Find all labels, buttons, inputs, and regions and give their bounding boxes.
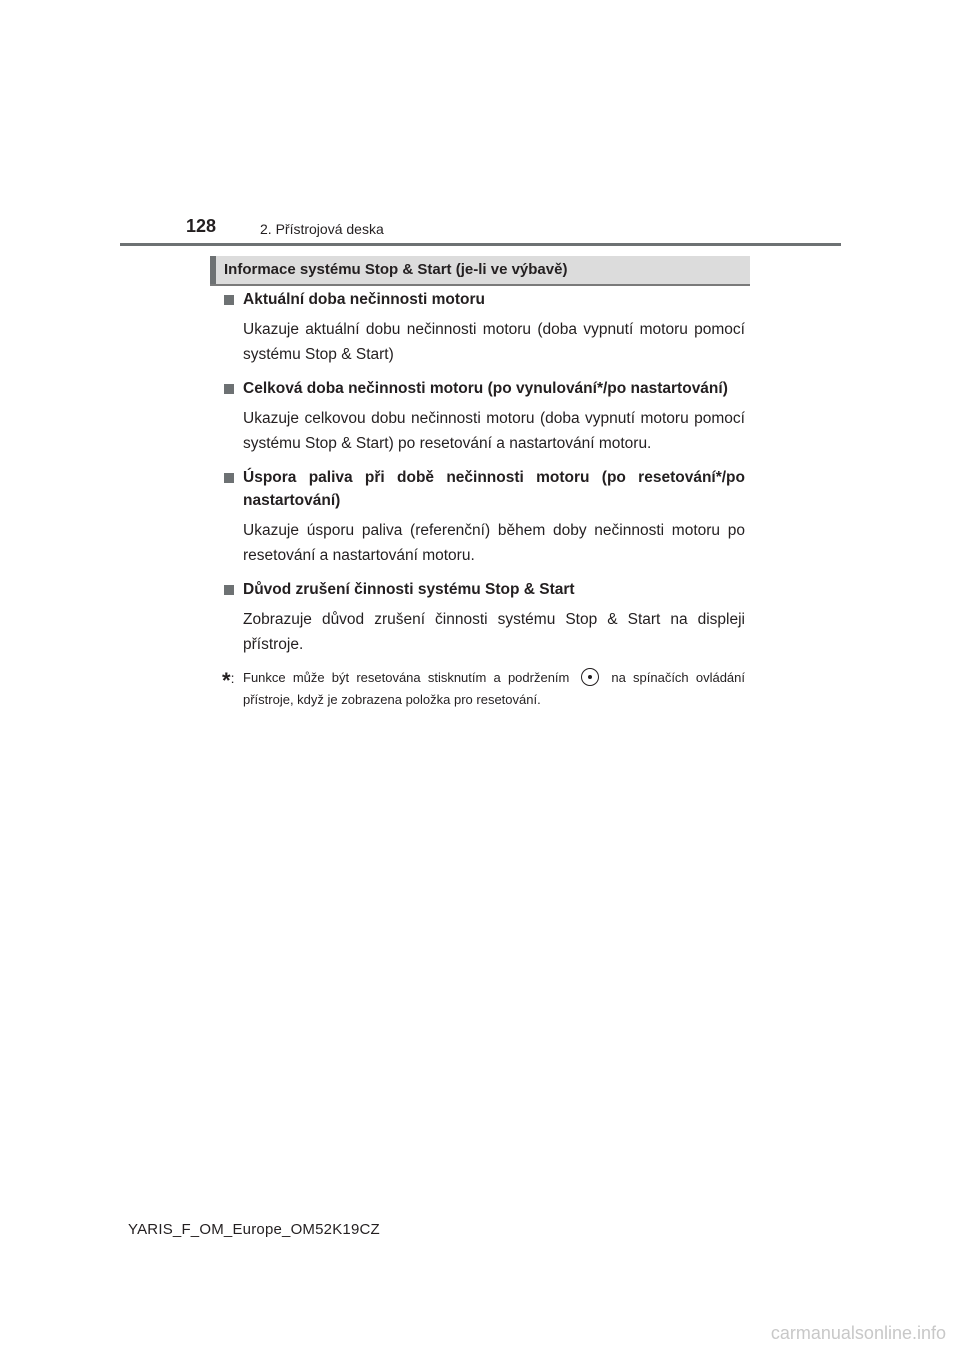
footnote-text-before: Funkce může být resetována stisknutím a podržením [243,670,570,685]
content [222,288,745,711]
list-item [222,578,745,657]
document-code: YARIS_F_OM_Europe_OM52K19CZ [128,1221,380,1238]
section-bar-accent [210,256,216,284]
item-heading [222,466,745,512]
page-number: 128 [186,216,217,236]
item-heading [222,377,745,400]
chapter-title: 2. Přístrojová deska [260,221,384,237]
item-body: Ukazuje úsporu paliva (referenční) během doby nečinnosti motoru po resetování a nastartování motoru. [243,522,745,564]
footnote-text-after: na spínačích ovládání přístroje, když je zobrazena položka pro resetování. [243,670,746,707]
item-heading [222,578,745,601]
header-rule [120,243,841,246]
list-item [222,377,745,456]
footnote-star: * [222,668,231,693]
item-body: Ukazuje celkovou dobu nečinnosti motoru (doba vypnutí motoru pomocí systému Stop & Start) po resetování a nastartování motoru. [243,410,745,452]
square-bullet-icon [224,295,234,305]
list-item [222,288,745,367]
enter-button-icon [581,668,599,686]
square-bullet-icon [224,585,234,595]
footnote [222,667,745,711]
footnote-mark [222,667,234,692]
list-item [222,466,745,568]
item-heading-text: Aktuální doba nečinnosti motoru [243,291,485,308]
watermark: carmanualsonline.info [770,1323,946,1343]
section-title: Informace systému Stop & Start (je-li ve výbavě) [224,261,568,278]
item-heading-text: Celková doba nečinnosti motoru (po vynulování*/po nastartování) [243,380,728,397]
section-bar [210,256,750,286]
item-body: Ukazuje aktuální dobu nečinnosti motoru (doba vypnutí motoru pomocí systému Stop & Start) [243,321,745,363]
square-bullet-icon [224,473,234,483]
item-heading [222,288,745,311]
footnote-colon: : [230,670,235,686]
item-body: Zobrazuje důvod zrušení činnosti systému Stop & Start na displeji přístroje. [243,611,745,653]
item-heading-text: Důvod zrušení činnosti systému Stop & Start [243,581,575,598]
square-bullet-icon [224,384,234,394]
item-heading-text: Úspora paliva při době nečinnosti motoru (po resetování*/po nastartování) [243,469,745,509]
